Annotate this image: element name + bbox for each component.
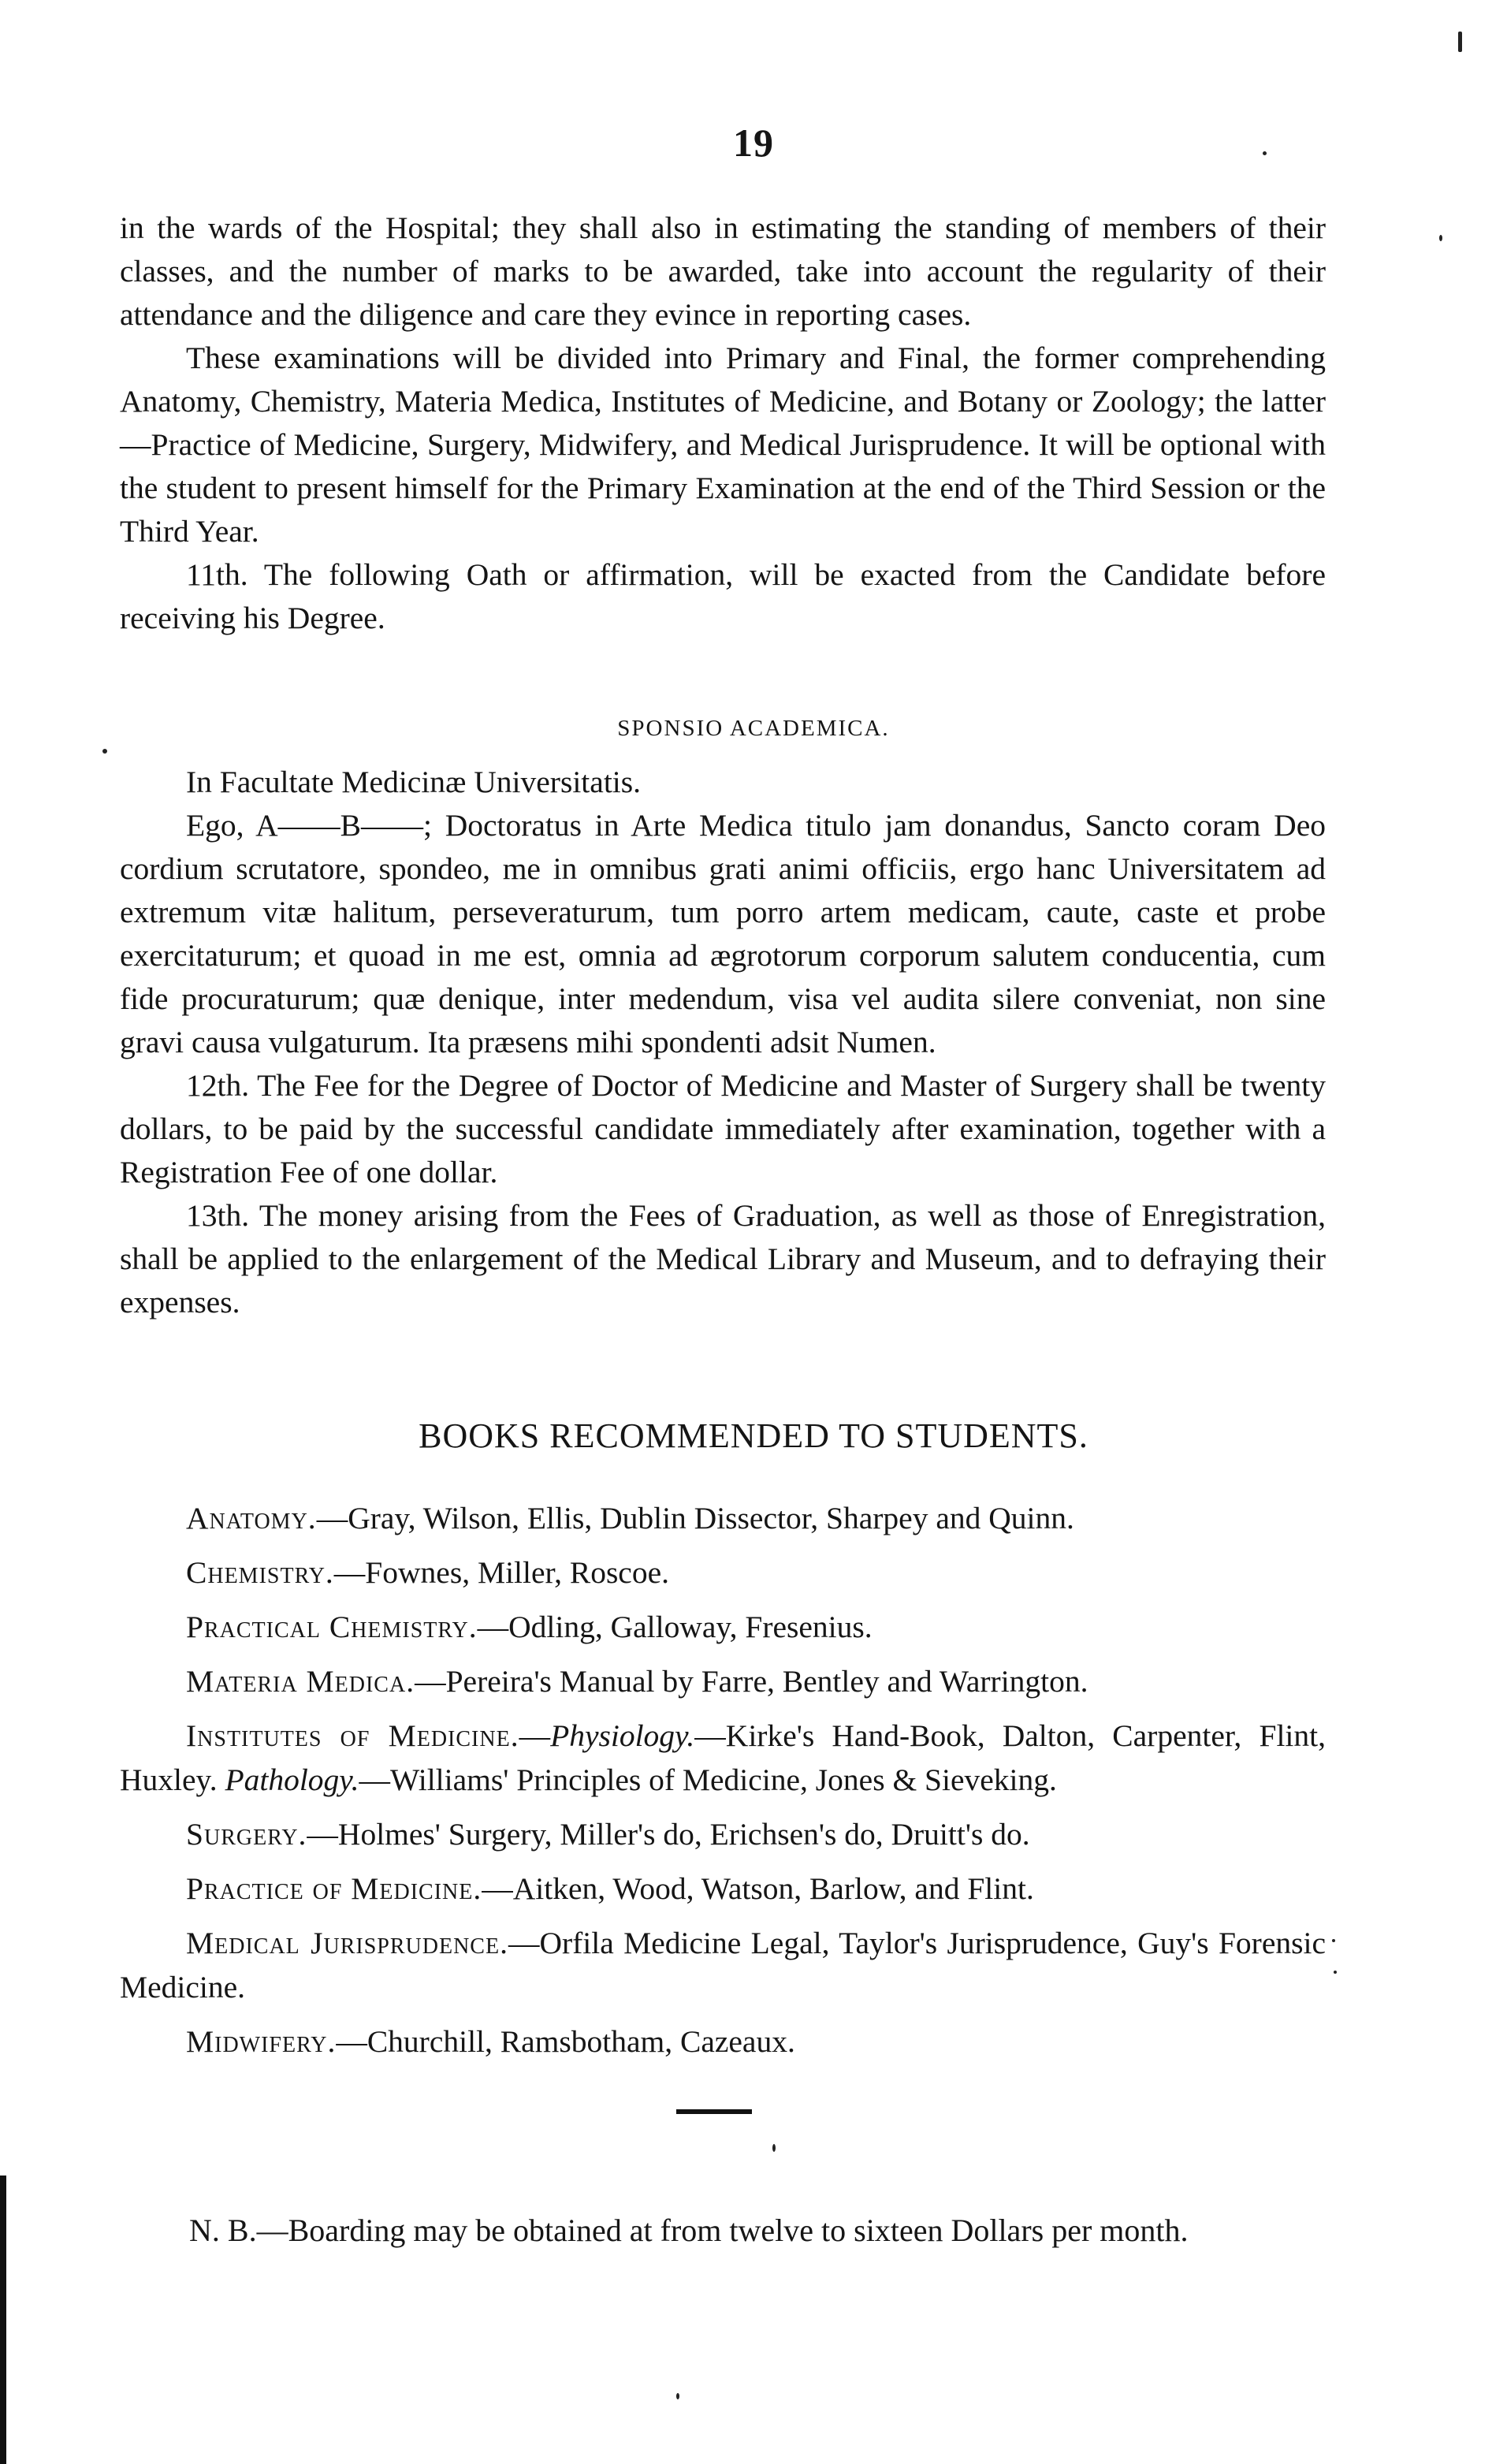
book-subject: Medical Jurisprudence. (186, 1926, 508, 1960)
paragraph-hospital-wards: in the wards of the Hospital; they shall also in estimating the standing of members of their classes, and the number of marks to be awarded, take into account the regularity of their attendance and the diligence and care they evince in reporting cases. (120, 210, 1326, 332)
book-authors: —Orfila Medicine Legal, Taylor's Jurisprudence, Guy's Forensic Medicine. (120, 1926, 1326, 2004)
book-authors: —Gray, Wilson, Ellis, Dublin Dissector, Sharpey and Quinn. (316, 1501, 1074, 1535)
scan-speck (676, 2393, 679, 2399)
book-subject: Chemistry. (186, 1555, 334, 1590)
scan-speck (1334, 1971, 1337, 1974)
book-physiology-authors: —Kirke's Hand-Book, Dalton, Carpenter, Flint, Huxley. (120, 1718, 1326, 1797)
book-subject: Anatomy. (186, 1501, 317, 1535)
page-number: 19 (733, 121, 774, 165)
scan-speck (1458, 32, 1462, 52)
paragraph-oath-latin: Ego, A——B——; Doctoratus in Arte Medica titulo jam donandus, Sancto coram Deo cordium scrutatore, spondeo, me in omnibus grati animi officiis, ergo hanc Universitatem ad extremum vitæ halitum, perseveraturum, tum porro artem medicam, caute, caste et probe exercitaturum; et quoad in me est, omnia ad ægrotorum corporum salutem conducentia, cum fide procuraturum; quæ denique, inter medendum, visa vel audita silere conveniat, non sine gravi causa vulgaturum. Ita præsens mihi spondenti adsit Numen. (120, 808, 1326, 1059)
scan-speck (102, 749, 107, 754)
paragraph-examinations: These examinations will be divided into Primary and Final, the former comprehending Anatomy, Chemistry, Materia Medica, Institutes of Medicine, and Botany or Zoology; the latter—Practice of Medicine, Surgery, Midwifery, and Medical Jurisprudence. It will be optional with the student to present himself for the Primary Examination at the end of the Third Session or the Third Year. (120, 341, 1326, 549)
book-authors-dash: — (519, 1718, 551, 1753)
book-subject: Practice of Medicine. (186, 1871, 482, 1906)
scan-speck (772, 2144, 776, 2152)
book-subject: Materia Medica. (186, 1664, 415, 1699)
paragraph-facultate: In Facultate Medicinæ Universitatis. (186, 765, 642, 799)
books-list (120, 1496, 1326, 2074)
book-subject: Surgery. (186, 1817, 307, 1852)
book-physiology-label: Physiology. (550, 1718, 695, 1753)
book-authors: —Holmes' Surgery, Miller's do, Erichsen's do, Druitt's do. (307, 1817, 1030, 1852)
book-subject: Institutes of Medicine. (186, 1718, 519, 1753)
book-authors: —Churchill, Ramsbotham, Cazeaux. (336, 2024, 795, 2059)
book-entry-practice-of-medicine (120, 1867, 1326, 1911)
regulations-text-top (120, 207, 1326, 640)
section-divider-rule (676, 2109, 752, 2114)
paragraph-oath-rule: 11th. The following Oath or affirmation, will be exacted from the Candidate before receiving his Degree. (120, 557, 1326, 635)
book-entry-materia-medica (120, 1659, 1326, 1703)
book-entry-anatomy (120, 1496, 1326, 1540)
book-entry-practical-chemistry (120, 1605, 1326, 1649)
scan-speck (1332, 1939, 1335, 1942)
book-authors: —Odling, Galloway, Fresenius. (477, 1610, 873, 1644)
paragraph-degree-fee: 12th. The Fee for the Degree of Doctor of Medicine and Master of Surgery shall be twenty dollars, to be paid by the successful candidate immediately after examination, together with a Registration Fee of one dollar. (120, 1068, 1326, 1189)
scan-speck (1439, 235, 1442, 241)
book-authors: —Fownes, Miller, Roscoe. (333, 1555, 670, 1590)
book-authors: —Aitken, Wood, Watson, Barlow, and Flint. (482, 1871, 1034, 1906)
book-authors: —Pereira's Manual by Farre, Bentley and Warrington. (415, 1664, 1088, 1699)
books-heading: BOOKS RECOMMENDED TO STUDENTS. (419, 1416, 1088, 1455)
book-subject: Midwifery. (186, 2024, 337, 2059)
book-subject: Practical Chemistry. (186, 1610, 478, 1644)
scan-edge-rule (0, 2176, 6, 2464)
book-entry-institutes-of-medicine (120, 1714, 1326, 1802)
sponsio-heading: SPONSIO ACADEMICA. (617, 716, 890, 741)
book-entry-chemistry (120, 1550, 1326, 1595)
book-entry-surgery (120, 1812, 1326, 1856)
paragraph-graduation-fees: 13th. The money arising from the Fees of Graduation, as well as those of Enregistration, shall be applied to the enlargement of the Medical Library and Museum, and to defraying their expenses. (120, 1198, 1326, 1319)
book-entry-medical-jurisprudence (120, 1921, 1326, 2009)
book-entry-midwifery (120, 2019, 1326, 2064)
book-pathology-authors: —Williams' Principles of Medicine, Jones & Sieveking. (359, 1762, 1057, 1797)
boarding-note: N. B.—Boarding may be obtained at from twelve to sixteen Dollars per month. (189, 2213, 1189, 2248)
book-pathology-label: Pathology. (225, 1762, 359, 1797)
sponsio-text (120, 761, 1326, 1324)
